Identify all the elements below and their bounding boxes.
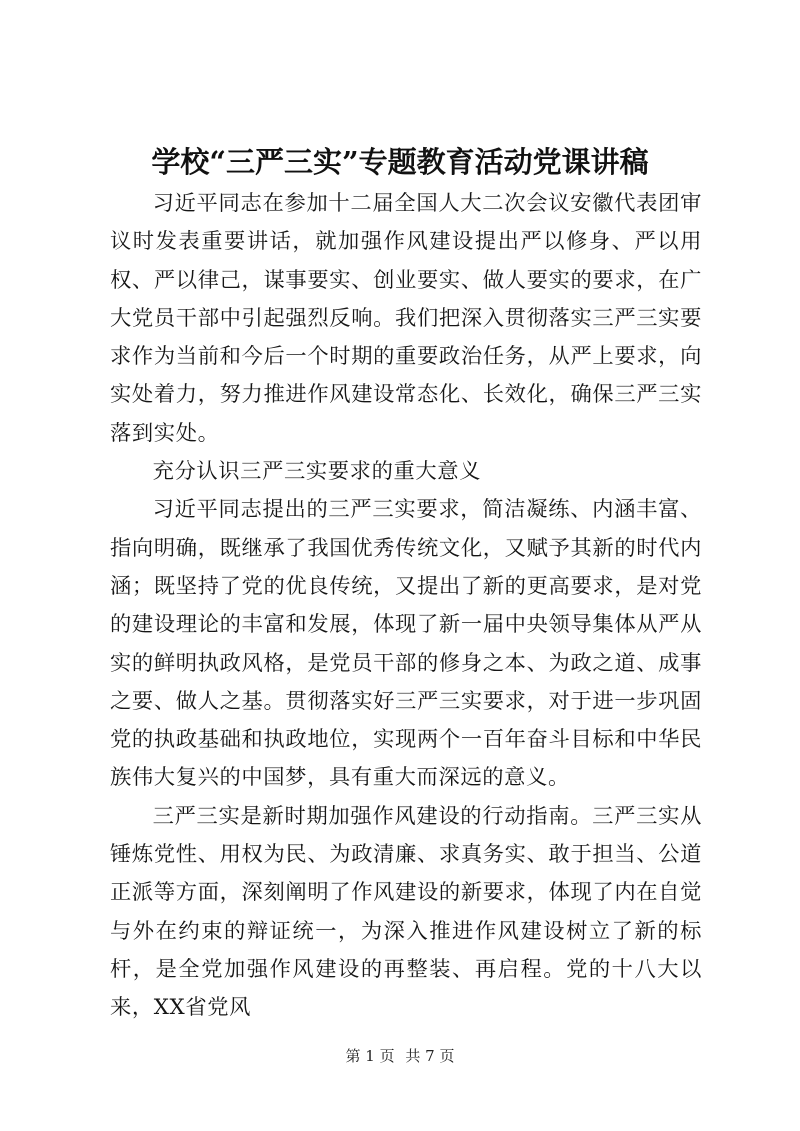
document-body bbox=[110, 185, 702, 1028]
total-pages: 共 7 页 bbox=[405, 1047, 455, 1065]
page-footer bbox=[0, 1046, 800, 1066]
paragraph-intro: 习近平同志在参加十二届全国人大二次会议安徽代表团审议时发表重要讲话，就加强作风建设提出严以修身、严以用权、严以律己，谋事要实、创业要实、做人要实的要求，在广大党员干部中引起强烈反响。我们把深入贯彻落实三严三实要求作为当前和今后一个时期的重要政治任务，从严上要求，向实处着力，努力推进作风建设常态化、长效化，确保三严三实落到实处。 bbox=[110, 191, 702, 446]
document-title: 学校“三严三实”专题教育活动党课讲稿 bbox=[151, 145, 649, 179]
section-heading: 充分认识三严三实要求的重大意义 bbox=[152, 459, 482, 485]
paragraph-guideline: 三严三实是新时期加强作风建设的行动指南。三严三实从锤炼党性、用权为民、为政清廉、求真务实、敢于担当、公道正派等方面，深刻阐明了作风建设的新要求，体现了内在自觉与外在约束的辩证统一，为深入推进作风建设树立了新的标杆，是全党加强作风建设的再整装、再启程。党的十八大以来，XX省党风 bbox=[110, 803, 702, 1021]
paragraph-significance: 习近平同志提出的三严三实要求，简洁凝练、内涵丰富、指向明确，既继承了我国优秀传统文化，又赋予其新的时代内涵；既坚持了党的优良传统，又提出了新的更高要求，是对党的建设理论的丰富和发展，体现了新一届中央领导集体从严从实的鲜明执政风格，是党员干部的修身之本、为政之道、成事之要、做人之基。贯彻落实好三严三实要求，对于进一步巩固党的执政基础和执政地位，实现两个一百年奋斗目标和中华民族伟大复兴的中国梦，具有重大而深远的意义。 bbox=[110, 497, 702, 791]
page-number: 第 1 页 bbox=[345, 1047, 395, 1065]
